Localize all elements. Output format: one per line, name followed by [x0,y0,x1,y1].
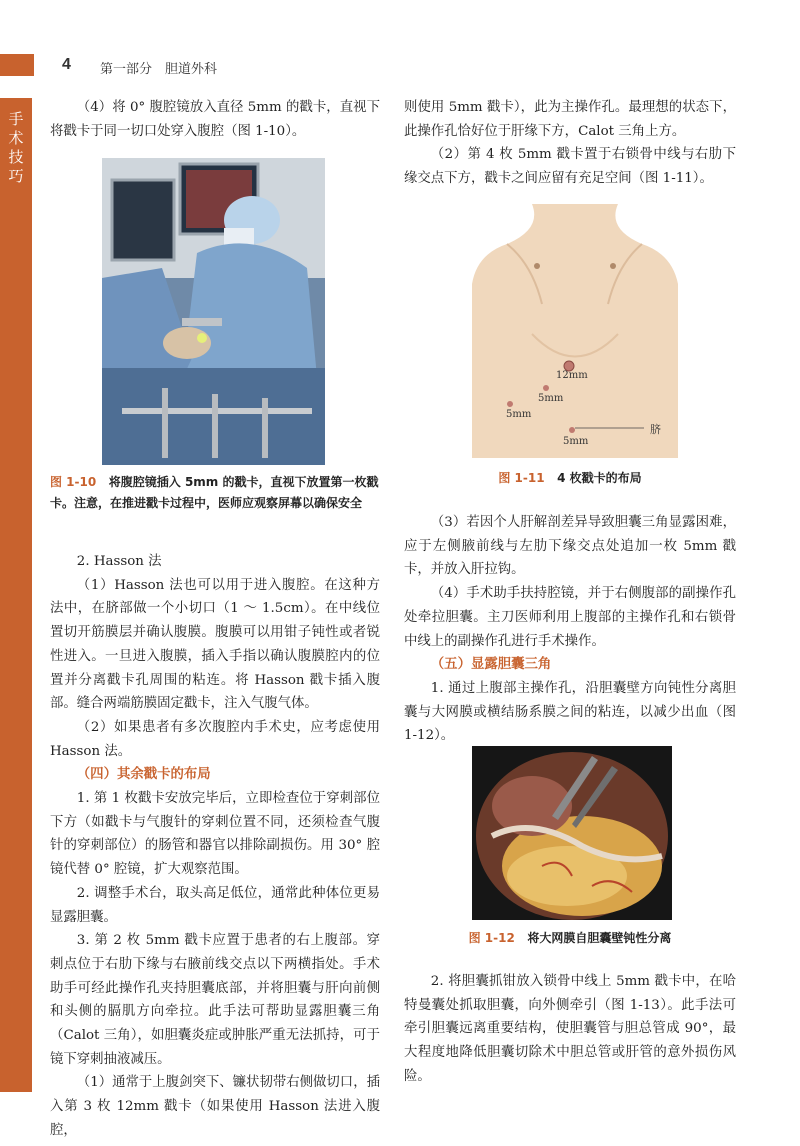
side-tab [0,98,32,1092]
left-column-top [50,96,380,143]
navel-label: 脐 [650,423,661,436]
paragraph: 1. 通过上腹部主操作孔，沿胆囊壁方向钝性分离胆囊与大网膜或横结肠系膜之间的粘连，以减少出血（图 1-12）。 [404,680,736,744]
figure-1-12-caption [404,928,736,949]
port-label: 12mm [556,370,588,381]
paragraph: 则使用 5mm 戳卡），此为主操作孔。最理想的状态下，此操作孔恰好位于肝缘下方，Calot 三角上方。 [404,100,736,139]
right-column-bottom [404,970,736,1089]
subheading: 2. Hasson 法 [76,554,162,569]
port-label: 5mm [538,393,564,404]
surgery-photo-icon [102,158,325,465]
page-number: 4 [62,56,71,73]
section-title: 第一部分 胆道外科 [100,62,218,77]
torso-diagram-icon [472,204,678,458]
port-label: 5mm [563,436,589,447]
paragraph: （2）如果患者有多次腹腔内手术史，应考虑使用 Hasson 法。 [50,719,380,759]
right-column-middle [404,511,736,748]
figure-caption-text: 4 枚戳卡的布局 [557,471,642,485]
paragraph: 3. 第 2 枚 5mm 戳卡应置于患者的右上腹部。穿刺点位于右肋下缘与右腋前线交点以下两横指处。手术助手可经此操作孔夹持胆囊底部，并将胆囊与肝向前侧和头侧的膈肌方向牵拉。此手法可帮助显露胆囊三角（Calot 三角），如胆囊炎症或肿胀严重无法抓持，可于镜下穿刺抽液减压。 [50,933,380,1067]
paragraph: （4）将 0° 腹腔镜放入直径 5mm 的戳卡，直视下将戳卡于同一切口处穿入腹腔（图 1-10）。 [50,100,380,139]
paragraph: （3）若因个人肝解剖差异导致胆囊三角显露困难，应于左侧腋前线与左肋下缘交点处追加一枚 5mm 戳卡，并放入肝拉钩。 [404,515,736,578]
figure-1-10-caption [50,472,380,514]
laparoscopic-view-icon [472,746,672,920]
paragraph: （1）Hasson 法也可以用于进入腹腔。在这种方法中，在脐部做一个小切口（1 ～ 1.5cm）。在中线位置切开筋膜层并确认腹膜。腹膜可以用钳子钝性或者锐性进入。一旦进入腹膜，插入手指以确认腹膜腔内的位置并分离戳卡孔周围的粘连。将 Hasson 戳卡插入腹部。缝合两端筋膜固定戳卡，注入气腹气体。 [50,577,380,712]
paragraph: 2. 将胆囊抓钳放入锁骨中线上 5mm 戳卡中，在哈特曼囊处抓取胆囊，向外侧牵引（图 1-13）。此手法可牵引胆囊远离重要结构，使胆囊管与胆总管成 90°，最大程度地降低胆囊切除术中胆总管或肝管的意外损伤风险。 [404,974,736,1084]
port-label: 5mm [506,409,532,420]
paragraph: 1. 第 1 枚戳卡安放完毕后，立即检查位于穿刺部位下方（如戳卡与气腹针的穿刺位置不同，还须检查气腹针的穿刺部位）的肠管和器官以排除副损伤。用 30° 腔镜代替 0° 腔镜，扩大观察范围。 [50,791,380,878]
figure-number: 图 1-12 [468,931,515,945]
paragraph: 2. 调整手术台，取头高足低位，通常此种体位更易显露胆囊。 [50,885,380,925]
left-column-body [50,550,380,1143]
figure-1-11-caption [404,468,736,489]
side-tab-label: 手术技巧 [8,110,24,185]
figure-number: 图 1-10 [50,475,97,489]
paragraph: （2）第 4 枚 5mm 戳卡置于右锁骨中线与右肋下缘交点下方，戳卡之间应留有充足空间（图 1-11）。 [404,147,736,187]
figure-number: 图 1-11 [498,471,545,485]
header-accent-bar [0,54,34,76]
section-heading: （五）显露胆囊三角 [430,656,552,673]
figure-caption-text: 将大网膜自胆囊壁钝性分离 [527,931,672,945]
right-column-top [404,96,736,191]
paragraph: （4）手术助手扶持腔镜，并于右侧腹部的副操作孔处牵拉胆囊。主刀医师利用上腹部的主操作孔和右锁骨中线上的副操作孔进行手术操作。 [404,586,736,649]
paragraph: （1）通常于上腹剑突下、镰状韧带右侧做切口，插入第 3 枚 12mm 戳卡（如果使用 Hasson 法进入腹腔， [50,1075,380,1138]
figure-caption-text: 将腹腔镜插入 5mm 的戳卡，直视下放置第一枚戳卡。注意，在推进戳卡过程中，医师应观察屏幕以确保安全 [50,475,379,510]
section-heading: （四）其余戳卡的布局 [76,766,211,783]
